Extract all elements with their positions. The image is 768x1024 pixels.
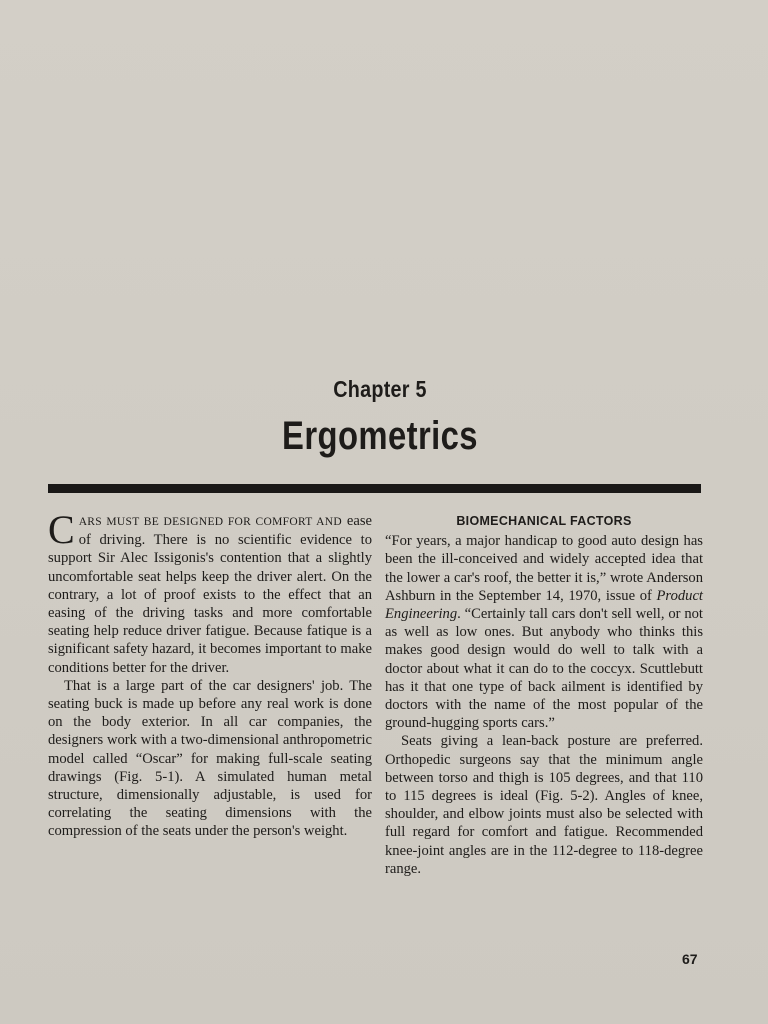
chapter-label: Chapter 5 bbox=[333, 376, 427, 402]
section-heading: BIOMECHANICAL FACTORS bbox=[456, 514, 632, 528]
lead-small-caps: ARS MUST BE DESIGNED FOR COMFORT AND bbox=[78, 516, 342, 528]
left-column bbox=[48, 507, 373, 841]
quote-paragraph bbox=[385, 532, 703, 732]
intro-paragraph-text: ease of driving. There is no scientific evidence to support Sir Alec Issigonis's contention that a slightly uncomfortable seat helps keep the driver alert. On the contrary, a lot of proof exists to the effect that an easing of the driving tasks and more comfortable seating help reduce driver fatigue. Because fatique is a significant safety hazard, it becomes important to make conditions better for the driver. bbox=[48, 513, 373, 676]
publication-title: Product Engineering bbox=[385, 587, 703, 623]
page-number: 67 bbox=[682, 951, 698, 967]
chapter-rule bbox=[48, 484, 701, 493]
chapter-title: Ergometrics bbox=[282, 414, 478, 458]
quote-text-after: . “Certainly tall cars don't sell well, or not as well as low ones. But anybody who thinks this makes good design would do well to talk with a doctor about what it can do to the coccyx. Scuttlebutt has it that one type of back ailment is identified by doctors with the name of the most popular of the ground-hugging sports cars.” bbox=[385, 606, 703, 732]
drop-cap: C bbox=[48, 507, 75, 552]
intro-paragraph bbox=[48, 507, 373, 677]
right-column bbox=[385, 512, 703, 878]
seating-buck-paragraph: That is a large part of the car designers' job. The seating buck is made up before any real work is done on the body exterior. In all car companies, the designers work with a two-dimensional anthropometric model called “Oscar” for making full-scale seating drawings (Fig. 5-1). A simulated human metal structure, dimensionally adjustable, is used for correlating the seating dimensions with the compression of the seats under the person's weight. bbox=[48, 677, 372, 840]
quote-text-before: “For years, a major handicap to good auto design has been the ill-conceived and widely accepted idea that the lower a car's roof, the better it is,” wrote Anderson Ashburn in the September 14, 1970, issue of bbox=[385, 533, 703, 604]
posture-paragraph: Seats giving a lean-back posture are preferred. Orthopedic surgeons say that the minimum angle between torso and thigh is 105 degrees, and that 110 to 115 degrees is ideal (Fig. 5-2). Angles of knee, shoulder, and elbow joints must also be selected with full regard for comfort and fatigue. Recommended knee-joint angles are in the 112-degree to 118-degree range. bbox=[385, 733, 703, 877]
